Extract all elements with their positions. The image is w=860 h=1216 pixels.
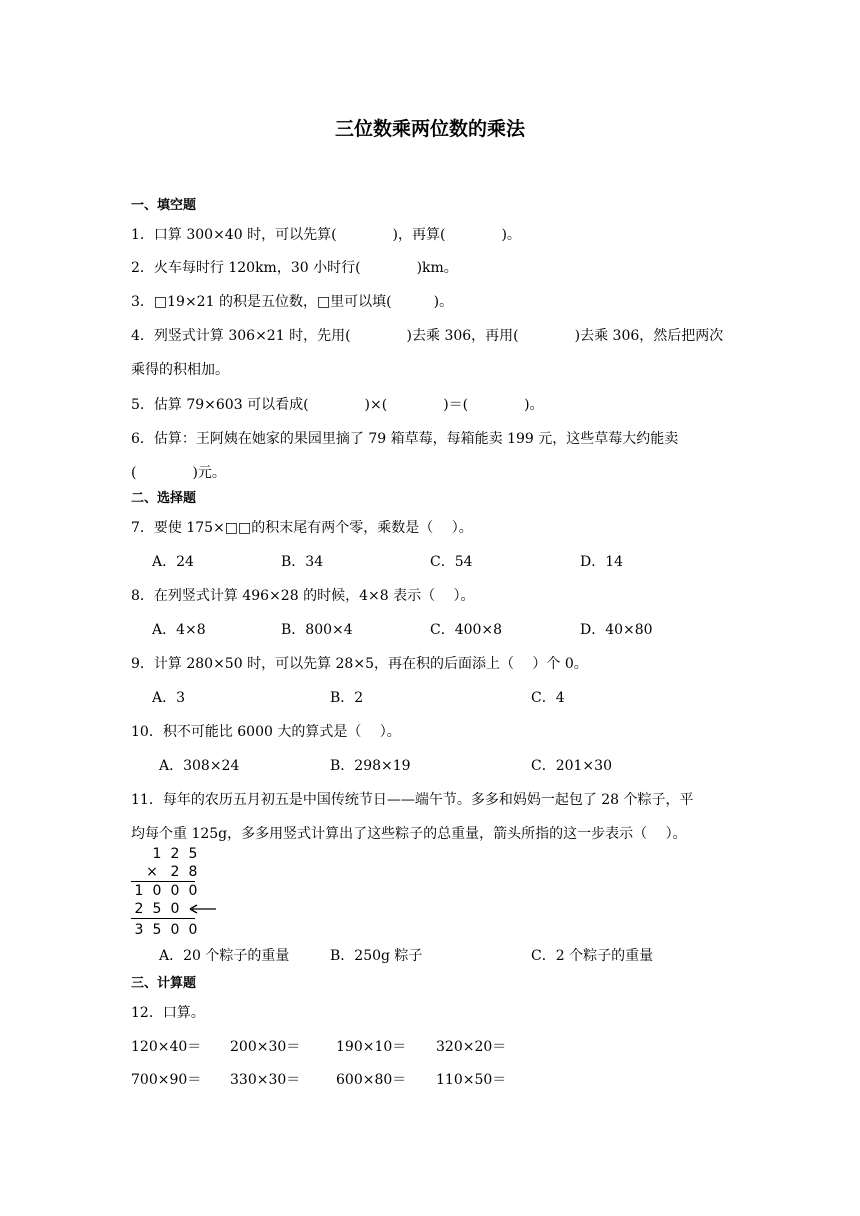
calc-digit: 2 xyxy=(170,864,180,880)
oral-calc-item: 110×50＝ xyxy=(436,1072,507,1088)
calc-digit: 3 xyxy=(134,922,144,938)
oral-calc-item: 600×80＝ xyxy=(336,1072,407,1088)
calc-digit: 0 xyxy=(170,922,180,938)
q9-option-a: A．3 xyxy=(152,690,186,706)
calc-digit: 0 xyxy=(152,883,162,899)
question-3: 3．□19×21 的积是五位数，□里可以填( )。 xyxy=(131,294,454,310)
calc-rule xyxy=(131,918,195,919)
question-11-line2: 均每个重 125g，多多用竖式计算出了这些粽子的总重量，箭头所指的这一步表示（ ）。 xyxy=(131,826,687,842)
q7-option-d: D．14 xyxy=(580,554,624,570)
q8-option-b: B．800×4 xyxy=(281,622,353,638)
q8-option-a: A．4×8 xyxy=(152,622,206,638)
question-11-line1: 11．每年的农历五月初五是中国传统节日——端午节。多多和妈妈一起包了 28 个粽子，平 xyxy=(131,792,694,808)
oral-calc-item: 330×30＝ xyxy=(230,1072,301,1088)
q10-option-c: C．201×30 xyxy=(531,758,612,774)
oral-calc-item: 200×30＝ xyxy=(230,1039,301,1055)
section-choice: 二、选择题 xyxy=(131,491,197,506)
q11-option-b: B．250g 粽子 xyxy=(330,948,423,964)
question-1: 1．口算 300×40 时，可以先算( )，再算( )。 xyxy=(131,227,521,243)
q7-option-c: C．54 xyxy=(430,554,473,570)
q9-option-c: C．4 xyxy=(531,690,565,706)
q9-option-b: B．2 xyxy=(330,690,364,706)
calc-digit: 0 xyxy=(170,901,180,917)
calc-digit: 1 xyxy=(152,846,162,862)
vertical-multiplication xyxy=(131,846,221,940)
question-4-line2: 乘得的积相加。 xyxy=(131,362,229,378)
q7-option-a: A．24 xyxy=(152,554,194,570)
question-2: 2．火车每时行 120km，30 小时行( )km。 xyxy=(131,260,458,276)
page-title: 三位数乘两位数的乘法 xyxy=(334,118,525,140)
question-5: 5．估算 79×603 可以看成( )×( )＝( )。 xyxy=(131,397,544,413)
question-12: 12．口算。 xyxy=(131,1005,205,1021)
q10-option-b: B．298×19 xyxy=(330,758,411,774)
calc-digit: 0 xyxy=(188,922,198,938)
question-6-line2: ( )元。 xyxy=(131,465,226,481)
section-calculation: 三、计算题 xyxy=(131,976,197,991)
q7-option-b: B．34 xyxy=(281,554,324,570)
calc-digit: 5 xyxy=(152,901,162,917)
calc-digit: 0 xyxy=(188,883,198,899)
q8-option-c: C．400×8 xyxy=(430,622,503,638)
oral-calc-item: 120×40＝ xyxy=(131,1039,202,1055)
calc-digit: 0 xyxy=(170,883,180,899)
calc-digit: 1 xyxy=(134,883,144,899)
question-8: 8．在列竖式计算 496×28 的时候，4×8 表示（ ）。 xyxy=(131,588,475,604)
calc-digit: 5 xyxy=(188,846,198,862)
q8-option-d: D．40×80 xyxy=(580,622,653,638)
question-6-line1: 6．估算：王阿姨在她家的果园里摘了 79 箱草莓，每箱能卖 199 元，这些草莓大约能卖 xyxy=(131,431,679,447)
question-7: 7．要使 175×□□的积末尾有两个零，乘数是（ ）。 xyxy=(131,520,473,536)
calc-times-sign: × xyxy=(146,864,158,880)
calc-rule xyxy=(131,881,195,882)
q11-option-c: C．2 个粽子的重量 xyxy=(531,948,654,964)
q10-option-a: A．308×24 xyxy=(159,758,240,774)
question-10: 10．积不可能比 6000 大的算式是（ ）。 xyxy=(131,724,401,740)
question-4-line1: 4．列竖式计算 306×21 时，先用( )去乘 306，再用( )去乘 306，然后把两次 xyxy=(131,328,724,344)
oral-calc-item: 700×90＝ xyxy=(131,1072,202,1088)
calc-digit: 2 xyxy=(134,901,144,917)
section-fill-in: 一、填空题 xyxy=(131,198,197,213)
question-9: 9．计算 280×50 时，可以先算 28×5，再在积的后面添上（ ）个 0。 xyxy=(131,656,588,672)
calc-digit: 2 xyxy=(170,846,180,862)
calc-digit: 8 xyxy=(188,864,198,880)
oral-calc-item: 320×20＝ xyxy=(436,1039,507,1055)
q11-option-a: A．20 个粽子的重量 xyxy=(159,948,290,964)
oral-calc-item: 190×10＝ xyxy=(336,1039,407,1055)
arrow-left-icon xyxy=(189,903,217,915)
calc-digit: 5 xyxy=(152,922,162,938)
